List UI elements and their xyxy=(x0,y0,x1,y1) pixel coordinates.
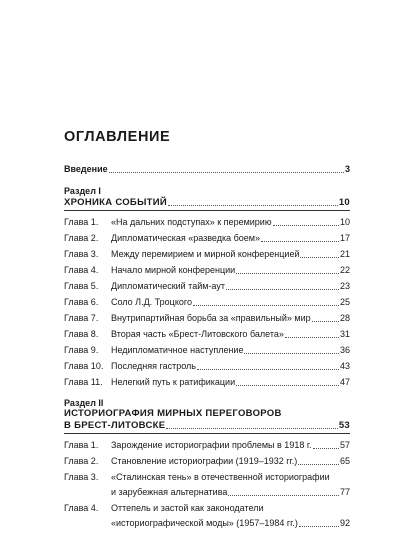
toc-entry[interactable] xyxy=(64,249,350,260)
chapter-title: Дипломатическая «разведка боем» xyxy=(111,233,260,243)
chapter-number: Глава 7. xyxy=(64,313,99,323)
section-title-line1: ИСТОРИОГРАФИЯ МИРНЫХ ПЕРЕГОВОРОВ xyxy=(64,408,282,419)
leader-dots xyxy=(312,321,339,322)
chapter-number: Глава 1. xyxy=(64,217,99,227)
entry-page: 47 xyxy=(339,377,350,387)
entry-page: 77 xyxy=(339,487,350,497)
entry-page: 92 xyxy=(339,518,350,528)
chapter-number: Глава 1. xyxy=(64,440,99,450)
leader-dots xyxy=(244,353,339,354)
leader-dots xyxy=(226,289,339,290)
chapter-number: Глава 5. xyxy=(64,281,99,291)
entry-page: 25 xyxy=(339,297,350,307)
chapter-title-line1: «Сталинская тень» в отечественной историографии xyxy=(111,472,330,482)
leader-dots xyxy=(168,205,338,206)
toc-entry[interactable] xyxy=(64,440,350,451)
leader-dots xyxy=(299,526,339,527)
entry-page: 22 xyxy=(339,265,350,275)
section-label: Раздел I xyxy=(64,186,101,196)
entry-page: 3 xyxy=(344,164,350,174)
entry-page: 31 xyxy=(339,329,350,339)
leader-dots xyxy=(273,225,339,226)
chapter-title: Зарождение историографии проблемы в 1918 г. xyxy=(111,440,312,450)
toc-entry-intro[interactable] xyxy=(64,164,350,175)
toc-entry-second-line[interactable] xyxy=(111,487,350,498)
chapter-number: Глава 4. xyxy=(64,503,99,513)
leader-dots xyxy=(261,241,339,242)
toc-entry[interactable] xyxy=(64,233,350,244)
chapter-number: Глава 8. xyxy=(64,329,99,339)
toc-entry[interactable] xyxy=(64,265,350,276)
chapter-title-line2: и зарубежная альтернатива xyxy=(111,487,228,497)
chapter-title: Начало мирной конференции xyxy=(111,265,236,275)
chapter-number: Глава 3. xyxy=(64,249,99,259)
section-title-line2: В БРЕСТ-ЛИТОВСКЕ xyxy=(64,420,166,431)
chapter-number: Глава 4. xyxy=(64,265,99,275)
chapter-title: Соло Л.Д. Троцкого xyxy=(111,297,192,307)
chapter-title: Нелегкий путь к ратификации xyxy=(111,377,236,387)
toc-entry-first-line[interactable] xyxy=(64,503,263,514)
chapter-title: Дипломатический тайм-аут xyxy=(111,281,225,291)
section-title: ХРОНИКА СОБЫТИЙ xyxy=(64,197,168,208)
toc-entry[interactable] xyxy=(64,297,350,308)
entry-page: 23 xyxy=(339,281,350,291)
toc-title: ОГЛАВЛЕНИЕ xyxy=(64,129,171,145)
entry-page: 28 xyxy=(339,313,350,323)
chapter-title: «На дальних подступах» к перемирию xyxy=(111,217,272,227)
toc-entry[interactable] xyxy=(64,217,350,228)
chapter-title-line2: «историографической моды» (1957–1984 гг.) xyxy=(111,518,298,528)
toc-entry[interactable] xyxy=(64,377,350,388)
chapter-number: Глава 10. xyxy=(64,361,104,371)
entry-page: 53 xyxy=(338,420,350,431)
leader-dots xyxy=(313,448,339,449)
section-title-entry[interactable] xyxy=(64,197,350,208)
toc-entry[interactable] xyxy=(64,456,350,467)
toc-entry-first-line[interactable] xyxy=(64,472,330,483)
leader-dots xyxy=(193,305,339,306)
chapter-number: Глава 2. xyxy=(64,456,99,466)
chapter-title: Последняя гастроль xyxy=(111,361,196,371)
leader-dots xyxy=(109,172,344,173)
entry-page: 36 xyxy=(339,345,350,355)
chapter-title: Недипломатичное наступление xyxy=(111,345,244,355)
chapter-number: Глава 3. xyxy=(64,472,99,482)
chapter-number: Глава 6. xyxy=(64,297,99,307)
leader-dots xyxy=(236,273,339,274)
section-rule xyxy=(64,210,350,211)
leader-dots xyxy=(236,385,339,386)
leader-dots xyxy=(300,257,339,258)
toc-entry[interactable] xyxy=(64,361,350,372)
leader-dots xyxy=(298,464,339,465)
section-label: Раздел II xyxy=(64,398,104,408)
chapter-number: Глава 9. xyxy=(64,345,99,355)
section-rule xyxy=(64,433,350,434)
entry-page: 10 xyxy=(338,197,350,208)
entry-label: Введение xyxy=(64,164,108,174)
section-title-entry[interactable] xyxy=(64,420,350,431)
leader-dots xyxy=(166,428,337,429)
toc-entry-second-line[interactable] xyxy=(111,518,350,529)
chapter-title: Становление историографии (1919–1932 гг.) xyxy=(111,456,298,466)
toc-entry[interactable] xyxy=(64,345,350,356)
leader-dots xyxy=(228,495,339,496)
chapter-number: Глава 11. xyxy=(64,377,103,387)
leader-dots xyxy=(197,369,339,370)
entry-page: 43 xyxy=(339,361,350,371)
chapter-title: Вторая часть «Брест-Литовского балета» xyxy=(111,329,284,339)
chapter-title: Внутрипартийная борьба за «правильный» мир xyxy=(111,313,311,323)
toc-entry[interactable] xyxy=(64,313,350,324)
entry-page: 57 xyxy=(339,440,350,450)
entry-page: 17 xyxy=(339,233,350,243)
chapter-number: Глава 2. xyxy=(64,233,99,243)
entry-page: 21 xyxy=(339,249,350,259)
toc-entry[interactable] xyxy=(64,281,350,292)
chapter-title: Между перемирием и мирной конференцией xyxy=(111,249,300,259)
leader-dots xyxy=(285,337,339,338)
entry-page: 65 xyxy=(339,456,350,466)
entry-page: 10 xyxy=(339,217,350,227)
toc-entry[interactable] xyxy=(64,329,350,340)
chapter-title-line1: Оттепель и застой как законодатели xyxy=(111,503,264,513)
